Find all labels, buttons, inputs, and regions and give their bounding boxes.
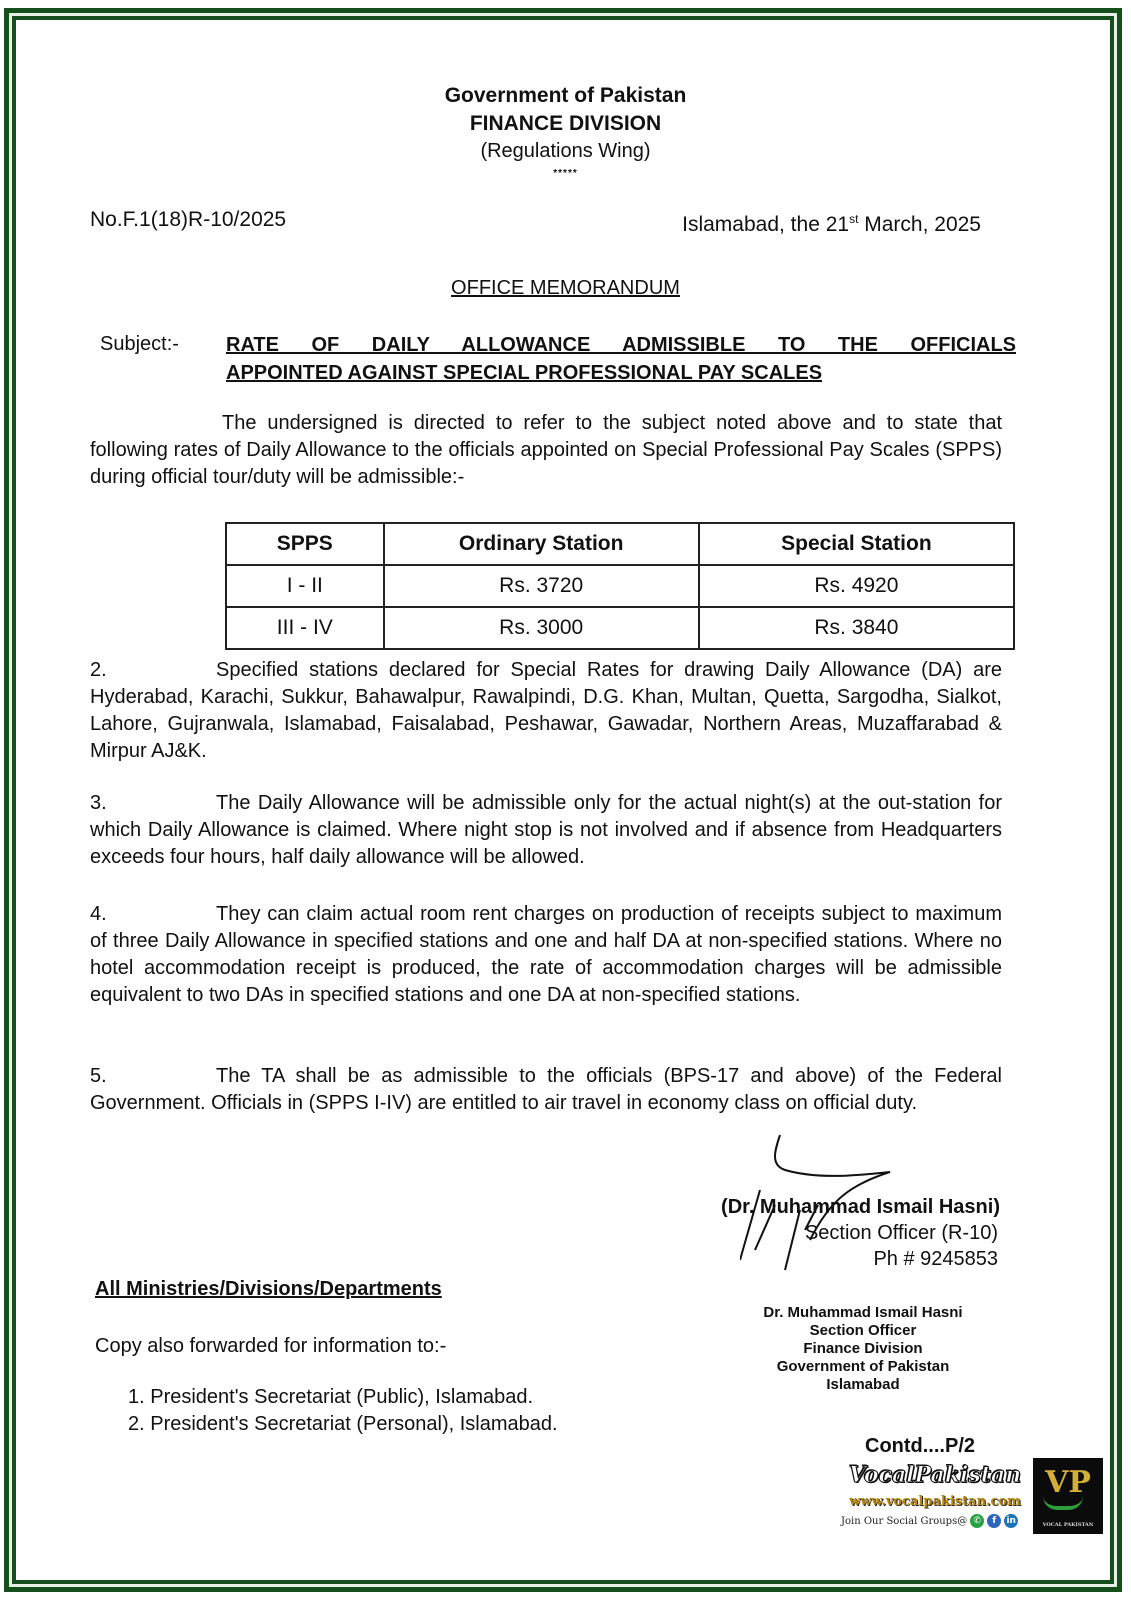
signatory-phone: Ph # 9245853 — [873, 1248, 998, 1270]
recipient-item: 1. President's Secretariat (Public), Islamabad. — [128, 1386, 534, 1408]
intro-paragraph — [90, 410, 1002, 491]
table-row — [226, 565, 1014, 607]
signatory-name: (Dr. Muhammad Ismail Hasni) — [721, 1196, 1000, 1218]
cell-ordinary: Rs. 3000 — [384, 607, 699, 649]
logo-caption: VOCAL PAKISTAN — [1042, 1522, 1094, 1528]
header-ornament: ***** — [553, 168, 578, 179]
cell-spps: III - IV — [226, 607, 384, 649]
stamp-designation: Section Officer — [809, 1322, 917, 1339]
column-header-ordinary: Ordinary Station — [384, 523, 699, 565]
stamp-city: Islamabad — [826, 1376, 900, 1393]
paragraph-number: 2. — [90, 659, 107, 681]
recipient-item: 2. President's Secretariat (Personal), Islamabad. — [128, 1413, 558, 1435]
paragraph-2 — [90, 657, 1002, 765]
subject-line-1: RATE OF DAILY ALLOWANCE ADMISSIBLE TO THE OFFICIALS — [226, 334, 1016, 356]
linkedin-icon[interactable]: in — [1004, 1514, 1018, 1528]
date-suffix: st — [849, 212, 859, 226]
table-row — [226, 607, 1014, 649]
subject-label: Subject:- — [100, 333, 179, 355]
brand-title: VocalPakistan — [848, 1462, 1022, 1488]
cell-special: Rs. 3840 — [699, 607, 1014, 649]
paragraph-number: 4. — [90, 903, 107, 925]
logo-letters: VP — [1045, 1465, 1091, 1500]
social-label: Join Our Social Groups@ — [841, 1515, 968, 1527]
official-stamp — [728, 1304, 998, 1394]
memo-title: OFFICE MEMORANDUM — [451, 277, 680, 299]
date-prefix: Islamabad, the 21 — [682, 213, 850, 236]
table-header-row — [226, 523, 1014, 565]
paragraph-text: They can claim actual room rent charges on production of receipts subject to maximum of three Daily Allowance in specified stations and one and half DA at non-specified stations. Where no hotel accommodation receipt is produced, the rate of accommodation charges will be admissible equivalent to two DAs in specified stations and one DA at non-specified stations. — [90, 903, 1002, 1006]
signatory-designation: Section Officer (R-10) — [804, 1222, 998, 1244]
column-header-special: Special Station — [699, 523, 1014, 565]
continued-note: Contd....P/2 — [865, 1435, 975, 1457]
stamp-name: Dr. Muhammad Ismail Hasni — [763, 1304, 963, 1321]
stamp-division: Finance Division — [803, 1340, 923, 1357]
paragraph-5 — [90, 1063, 1002, 1117]
intro-text: The undersigned is directed to refer to the subject noted above and to state that following rates of Daily Allowance to the officials appointed on Special Professional Pay Scales (SPPS) during official tour/duty will be admissible:- — [90, 412, 1002, 488]
brand-url[interactable]: www.vocalpakistan.com — [849, 1494, 1021, 1509]
paragraph-text: Specified stations declared for Special Rates for drawing Daily Allowance (DA) are Hyderabad, Karachi, Sukkur, Bahawalpur, Rawalpindi, D.G. Khan, Multan, Quetta, Sargodha, Sialkot, Lahore, Gujranwala, Islamabad, Faisalabad, Peshawar, Gawadar, Northern Areas, Muzaffarabad & Mirpur AJ&K. — [90, 659, 1002, 762]
vocalpakistan-logo — [1033, 1458, 1103, 1534]
column-header-spps: SPPS — [226, 523, 384, 565]
stamp-government: Government of Pakistan — [776, 1358, 950, 1375]
facebook-icon[interactable]: f — [987, 1514, 1001, 1528]
paragraph-4 — [90, 901, 1002, 1009]
reference-number: No.F.1(18)R-10/2025 — [90, 208, 287, 231]
header-government: Government of Pakistan — [444, 84, 687, 107]
issue-date — [682, 212, 981, 237]
cell-ordinary: Rs. 3720 — [384, 565, 699, 607]
copy-forwarded-label: Copy also forwarded for information to:- — [95, 1335, 447, 1357]
paragraph-text: The Daily Allowance will be admissible only for the actual night(s) at the out-station for which Daily Allowance is claimed. Where night stop is not involved and if absence from Headquarters exceeds four hours, half daily allowance will be allowed. — [90, 792, 1002, 868]
brand-social — [841, 1514, 1029, 1528]
paragraph-text: The TA shall be as admissible to the officials (BPS-17 and above) of the Federal Government. Officials in (SPPS I-IV) are entitled to air travel in economy class on official duty. — [90, 1065, 1002, 1114]
paragraph-3 — [90, 790, 1002, 871]
date-rest: March, 2025 — [858, 213, 981, 236]
whatsapp-icon[interactable]: ✆ — [970, 1514, 984, 1528]
distribution-heading: All Ministries/Divisions/Departments — [95, 1278, 442, 1300]
subject-text — [226, 331, 1016, 387]
daily-allowance-table — [225, 522, 1015, 650]
paragraph-number: 3. — [90, 792, 107, 814]
vocalpakistan-watermark — [841, 1462, 1111, 1572]
header-wing: (Regulations Wing) — [480, 140, 651, 162]
subject-line-2: APPOINTED AGAINST SPECIAL PROFESSIONAL PAY SCALES — [226, 362, 823, 384]
cell-spps: I - II — [226, 565, 384, 607]
cell-special: Rs. 4920 — [699, 565, 1014, 607]
paragraph-number: 5. — [90, 1065, 107, 1087]
header-division: FINANCE DIVISION — [469, 112, 662, 135]
